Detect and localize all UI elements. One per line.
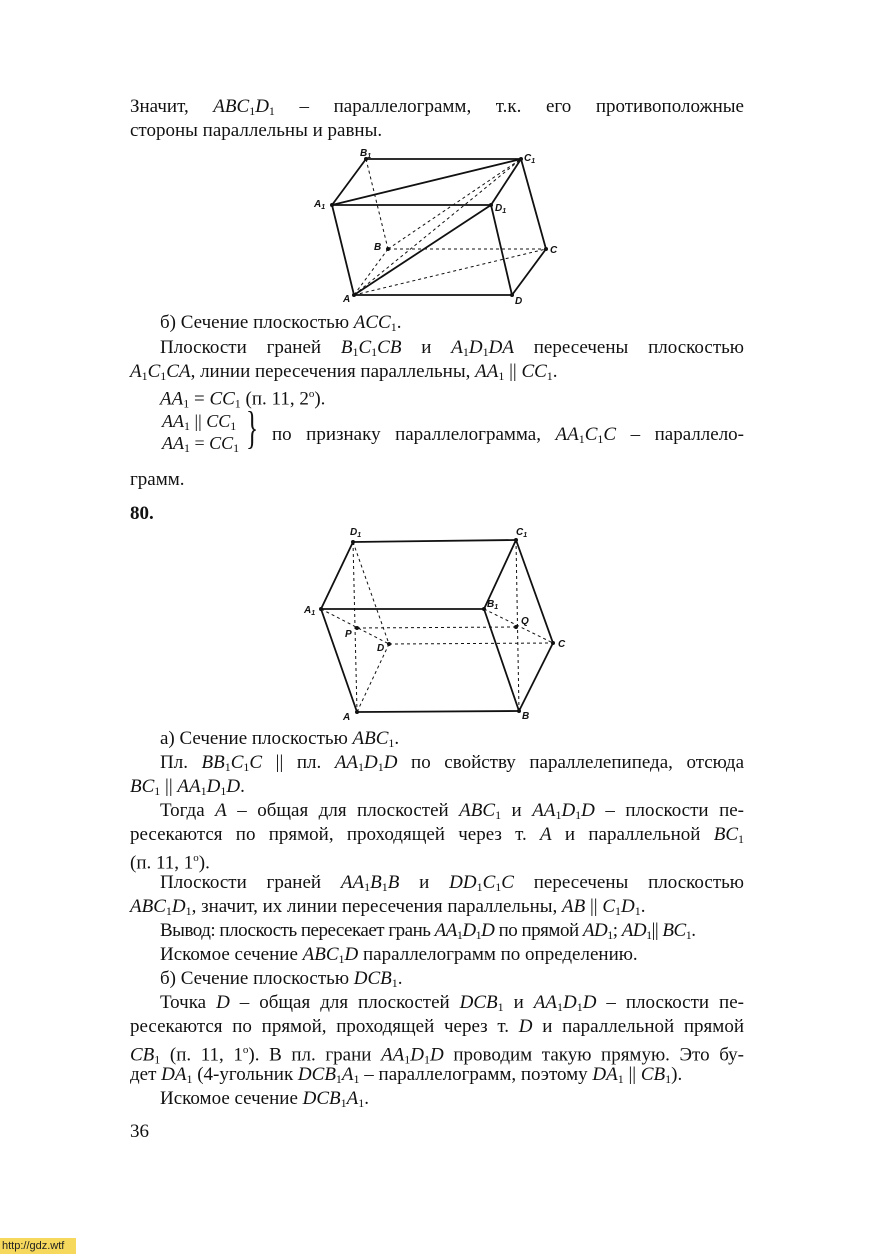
text-line: $BC_1$ || $AA_1D_1D$. [130, 776, 245, 798]
parallelepiped-figure-1 [300, 145, 580, 315]
label-D1: $D_1$ [350, 527, 362, 539]
page-number: 36 [130, 1121, 149, 1142]
label-A1: $A_1$ [314, 199, 326, 211]
label-A: A [343, 712, 351, 723]
label-D: D [377, 643, 385, 654]
parallelepiped-figure-2 [300, 520, 580, 725]
label-C1: $C_1$ [524, 153, 536, 165]
problem-number: 80. [130, 503, 154, 524]
text-line: Плоскости граней $B_1C_1CB$ и $A_1D_1DA$ пересечены плоскостью [160, 337, 744, 359]
curly-brace: } [246, 402, 259, 453]
label-A: A [343, 294, 351, 305]
label-B1: $B_1$ [487, 599, 499, 611]
label-D: D [515, 296, 523, 307]
text-line: $A_1C_1CA$, линии пересечения параллельны, $AA_1$ || $CC_1$. [130, 361, 558, 383]
text-line: по признаку параллелограмма, $AA_1C_1C$ – параллело- [272, 424, 745, 446]
label-C: C [558, 639, 566, 650]
label-A1: $A_1$ [304, 605, 316, 617]
text-line: Точка D – общая для плоскостей $DCB_1$ и $AA_1D_1D$ – плоскости пе- [160, 992, 744, 1014]
label-B1: $B_1$ [360, 148, 372, 160]
text-line: Значит, $ABC_1D_1$ – параллелограмм, т.к. его противоположные [130, 96, 744, 118]
text-line: грамм. [130, 469, 185, 490]
text-line: ресекаются по прямой, проходящей через т. A и параллельной $BC_1$ [130, 824, 744, 846]
label-Q: Q [521, 616, 529, 627]
label-C1: $C_1$ [516, 527, 528, 539]
text-line: б) Сечение плоскостью $DCB_1$. [160, 968, 403, 990]
text-line: Искомое сечение $DCB_1A_1$. [160, 1088, 369, 1110]
text-line: Вывод: плоскость пересекает грань $AA_1D_1D$ по прямой $AD_1$; $AD_1||$ $BC_1$. [160, 920, 696, 942]
text-line: Искомое сечение $ABC_1D$ параллелограмм по определению. [160, 944, 638, 966]
text-line: (п. 11, $1^о$). [130, 852, 210, 874]
text-line: а) Сечение плоскостью $ABC_1$. [160, 728, 400, 750]
text-line: $CB_1$ (п. 11, $1^о$). В пл. грани $AA_1D_1D$ проводим такую прямую. Это бу- [130, 1044, 744, 1067]
text-line: ресекаются по прямой, проходящей через т. D и параллельной прямой [130, 1016, 744, 1037]
label-D1: $D_1$ [495, 203, 507, 215]
text-line: $ABC_1D_1$, значит, их линии пересечения параллельны, AB || $C_1D_1$. [130, 896, 646, 918]
label-B: B [522, 711, 530, 722]
text-line: $AA_1 = CC_1$ (п. 11, $2^о$). [160, 388, 326, 411]
text-line: стороны параллельны и равны. [130, 120, 383, 141]
watermark-link[interactable]: http://gdz.wtf [0, 1238, 76, 1254]
label-C: C [550, 245, 558, 256]
text-line: Тогда A – общая для плоскостей $ABC_1$ и $AA_1D_1D$ – плоскости пе- [160, 800, 744, 822]
equation-system: $AA_1$ || $CC_1$ $AA_1 = CC_1$ [162, 411, 240, 455]
label-B: B [374, 242, 382, 253]
text-line: дет $DA_1$ (4-угольник $DCB_1A_1$ – параллелограмм, поэтому $DA_1$ || $CB_1$). [130, 1064, 683, 1086]
text-line: б) Сечение плоскостью $ACC_1$. [160, 312, 402, 334]
text-line: Пл. $BB_1C_1C$ || пл. $AA_1D_1D$ по свойству параллелепипеда, отсюда [160, 752, 745, 774]
text-line: Плоскости граней $AA_1B_1B$ и $DD_1C_1C$ пересечены плоскостью [160, 872, 745, 894]
label-P: P [345, 629, 352, 640]
